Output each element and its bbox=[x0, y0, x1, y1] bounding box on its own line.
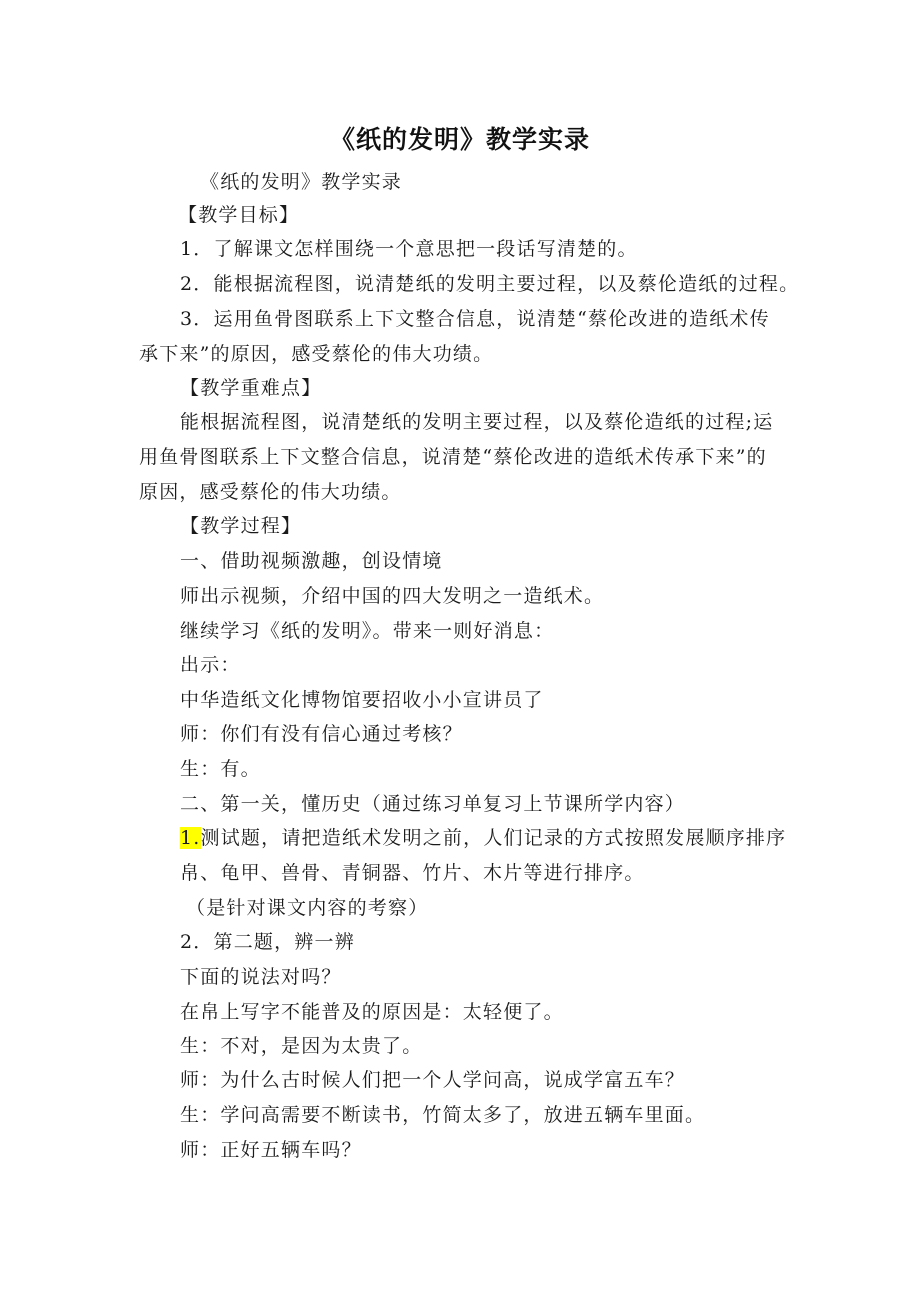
process-paragraph: 出示： bbox=[180, 654, 241, 676]
section-heading-key-points: 【教学重难点】 bbox=[180, 377, 322, 399]
key-points-line-1: 能根据流程图，说清楚纸的发明主要过程，以及蔡伦造纸的过程;运 bbox=[180, 411, 774, 433]
question-2-prompt: 下面的说法对吗？ bbox=[180, 966, 342, 988]
dialogue-line: 生：有。 bbox=[180, 758, 261, 780]
dialogue-line: 师：正好五辆车吗？ bbox=[180, 1139, 362, 1161]
dialogue-line: 师：为什么古时候人们把一个人学问高，说成学富五车？ bbox=[180, 1069, 686, 1091]
process-paragraph: 中华造纸文化博物馆要招收小小宣讲员了 bbox=[180, 689, 544, 711]
question-2-heading: 2．第二题，辨一辨 bbox=[180, 931, 355, 953]
highlighted-number: 1. bbox=[180, 827, 201, 849]
question-1-text: 测试题，请把造纸术发明之前，人们记录的方式按照发展顺序排序 bbox=[200, 827, 787, 849]
question-1-line-2: 帛、龟甲、兽骨、青铜器、竹片、木片等进行排序。 bbox=[180, 862, 645, 884]
objective-3-line-1: 3．运用鱼骨图联系上下文整合信息，说清楚“蔡伦改进的造纸术传 bbox=[180, 308, 770, 330]
key-points-line-3: 原因，感受蔡伦的伟大功绩。 bbox=[139, 481, 402, 503]
process-paragraph: 继续学习《纸的发明》。带来一则好消息： bbox=[180, 620, 555, 642]
objective-3-line-2: 承下来”的原因，感受蔡伦的伟大功绩。 bbox=[139, 343, 494, 365]
process-step-1-heading: 一、借助视频激趣，创设情境 bbox=[180, 550, 443, 572]
objective-1: 1．了解课文怎样围绕一个意思把一段话写清楚的。 bbox=[180, 238, 638, 260]
dialogue-line: 师：你们有没有信心通过考核？ bbox=[180, 723, 463, 745]
question-1-note: （是针对课文内容的考察） bbox=[186, 897, 429, 919]
question-1-line-1 bbox=[180, 824, 786, 852]
section-heading-process: 【教学过程】 bbox=[180, 515, 302, 537]
process-step-2-heading: 二、第一关，懂历史（通过练习单复习上节课所学内容） bbox=[180, 793, 686, 815]
dialogue-line: 生：不对，是因为太贵了。 bbox=[180, 1035, 423, 1057]
key-points-line-2: 用鱼骨图联系上下文整合信息，说清楚“蔡伦改进的造纸术传承下来”的 bbox=[139, 446, 767, 468]
process-paragraph: 师出示视频，介绍中国的四大发明之一造纸术。 bbox=[180, 585, 605, 607]
section-heading-objectives: 【教学目标】 bbox=[178, 204, 300, 226]
dialogue-line: 生：学问高需要不断读书，竹简太多了，放进五辆车里面。 bbox=[180, 1104, 706, 1126]
document-title: 《纸的发明》教学实录 bbox=[329, 125, 590, 154]
subtitle-line: 《纸的发明》教学实录 bbox=[200, 171, 403, 193]
question-2-statement: 在帛上写字不能普及的原因是：太轻便了。 bbox=[180, 1001, 564, 1023]
objective-2: 2．能根据流程图，说清楚纸的发明主要过程，以及蔡伦造纸的过程。 bbox=[180, 273, 800, 295]
